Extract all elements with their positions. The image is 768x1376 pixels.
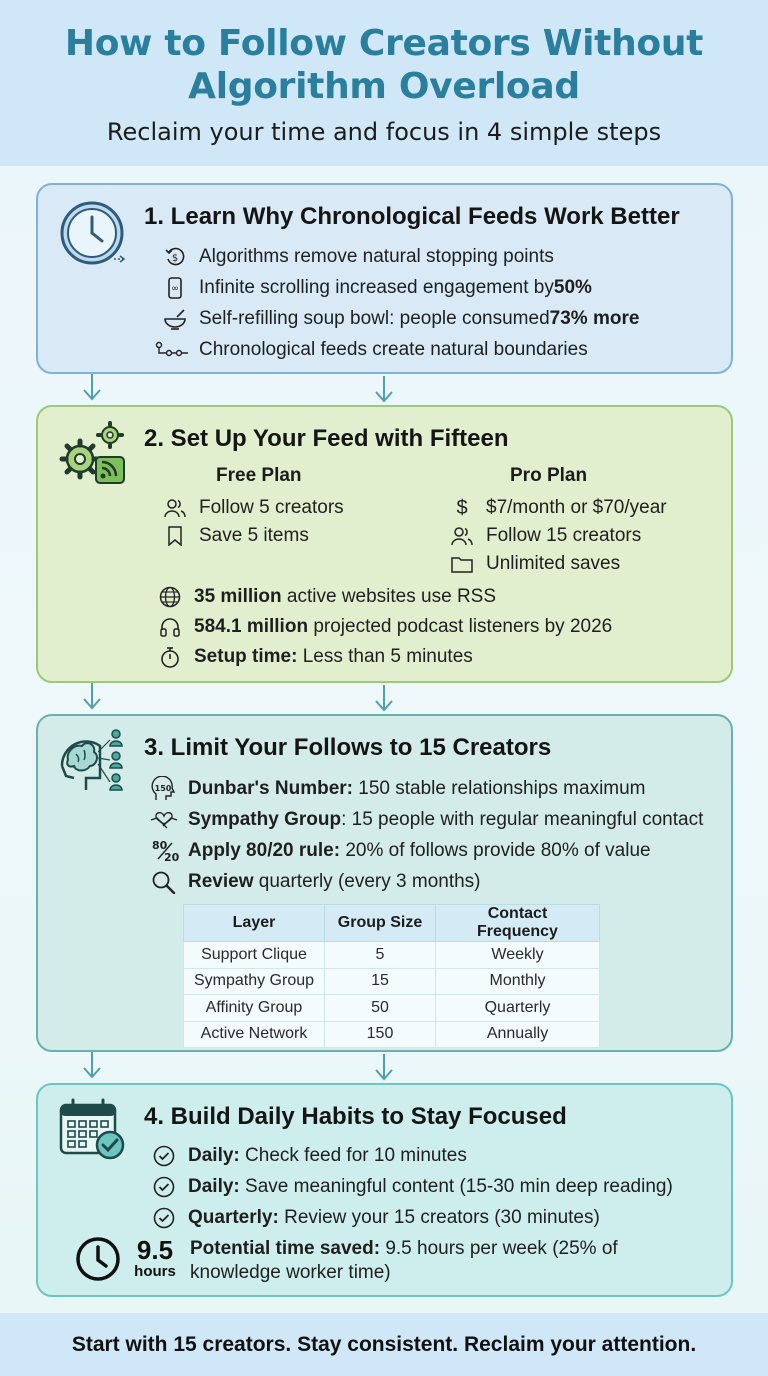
table-cell: Monthly: [436, 968, 600, 995]
step-3-item-highlight: Apply 80/20 rule:: [188, 840, 341, 861]
step-3-item-highlight: Review: [188, 871, 254, 892]
ratio-80-20-icon: [150, 839, 180, 863]
svg-text:$: $: [171, 253, 179, 264]
pro-plan-item-text: Unlimited saves: [486, 553, 621, 574]
headphones-icon: [158, 615, 182, 639]
free-plan-item-text: Save 5 items: [199, 525, 309, 546]
table-cell: Annually: [436, 1021, 600, 1048]
table-row: [184, 995, 600, 1022]
step-2-stat-highlight: 584.1 million: [194, 616, 309, 637]
title-line-1: How to Follow Creators Without: [64, 23, 704, 64]
step-4-item: [152, 1175, 673, 1199]
free-plan-item-text: Follow 5 creators: [199, 497, 344, 518]
step-4-item-text: Review your 15 creators (30 minutes): [278, 1207, 600, 1228]
pro-plan-title: Pro Plan: [510, 465, 588, 486]
step-2-stat-text: active websites use RSS: [281, 586, 497, 607]
soup-bowl-icon: [163, 307, 187, 331]
head-150-icon: [150, 777, 178, 801]
table-cell: Weekly: [436, 942, 600, 969]
svg-text:∞: ∞: [171, 284, 179, 294]
step-1-item-text: Self-refilling soup bowl: people consumed: [199, 308, 550, 329]
time-saved-line-1: 9.5 hours per week (25% of: [380, 1238, 618, 1259]
calendar-check-icon: [58, 1097, 128, 1161]
step-4-item-highlight: Daily:: [188, 1145, 240, 1166]
free-plan-item: [163, 496, 344, 520]
step-2-stat: [158, 585, 496, 609]
table-header-row: [184, 905, 600, 942]
step-1-item-highlight: 73% more: [549, 308, 640, 329]
users-icon: [163, 496, 187, 520]
stopwatch-icon: [158, 645, 182, 669]
table-row: [184, 968, 600, 995]
step-1-item-text: Chronological feeds create natural boundaries: [199, 339, 588, 360]
phone-infinity-icon: [163, 276, 187, 300]
time-saved-line-2: knowledge worker time): [190, 1262, 391, 1283]
table-header-layer: Layer: [184, 905, 325, 942]
pro-plan-item-text: Follow 15 creators: [486, 525, 642, 546]
dollar-icon: $: [456, 496, 468, 519]
step-1-item-text: Algorithms remove natural stopping points: [199, 246, 554, 267]
step-4-title: 4. Build Daily Habits to Stay Focused: [144, 1103, 567, 1130]
table-cell: Support Clique: [184, 942, 325, 969]
check-circle-icon: [152, 1206, 176, 1230]
timeline-icon: [155, 338, 189, 362]
page-title: [0, 0, 768, 108]
free-plan-item: [163, 524, 309, 548]
step-3-item-text: 20% of follows provide 80% of value: [340, 840, 651, 861]
step-3-item-highlight: Dunbar's Number:: [188, 778, 353, 799]
step-1-item-highlight: 50%: [553, 277, 592, 298]
step-1-title: 1. Learn Why Chronological Feeds Work Better: [144, 203, 680, 230]
step-3-item: [150, 777, 646, 801]
step-3-item: [150, 808, 703, 832]
table-cell: Active Network: [184, 1021, 325, 1048]
table-cell: 150: [325, 1021, 436, 1048]
step-3-item-text: quarterly (every 3 months): [253, 871, 481, 892]
check-circle-icon: [152, 1144, 176, 1168]
dunbar-layers-table: [183, 904, 600, 1048]
footer-text: Start with 15 creators. Stay consistent. Reclaim your attention.: [71, 1333, 697, 1356]
step-3-card: [36, 714, 733, 1052]
step-4-item-highlight: Quarterly:: [188, 1207, 279, 1228]
step-4-item-text: Check feed for 10 minutes: [239, 1145, 467, 1166]
step-1-item: [155, 338, 588, 362]
step-1-item: [163, 307, 639, 331]
title-line-2: Algorithm Overload: [188, 66, 580, 107]
ratio-80-text: 80: [152, 839, 168, 852]
header-banner: [0, 0, 768, 166]
magnifier-icon: [150, 870, 178, 894]
table-row: [184, 942, 600, 969]
folder-icon: [450, 552, 474, 576]
step-4-item: [152, 1144, 467, 1168]
users-icon: [450, 524, 474, 548]
clock-outline-icon: [74, 1235, 122, 1283]
step-3-title: 3. Limit Your Follows to 15 Creators: [144, 734, 552, 761]
step-1-card: [36, 183, 733, 374]
table-cell: 15: [325, 968, 436, 995]
page-subtitle: Reclaim your time and focus in 4 simple steps: [106, 118, 662, 146]
check-circle-icon: [152, 1175, 176, 1199]
table-cell: Affinity Group: [184, 995, 325, 1022]
step-4-item: [152, 1206, 600, 1230]
table-cell: 50: [325, 995, 436, 1022]
table-cell: Quarterly: [436, 995, 600, 1022]
step-2-card: [36, 405, 733, 683]
time-saved-unit: hours: [134, 1263, 176, 1280]
step-4-item-highlight: Daily:: [188, 1176, 240, 1197]
step-1-item: [163, 276, 592, 300]
step-3-item: [150, 870, 481, 894]
refresh-dollar-icon: [163, 245, 187, 269]
step-2-stat: [158, 645, 473, 669]
bookmark-icon: [163, 524, 187, 548]
step-2-stat-text: projected podcast listeners by 2026: [308, 616, 613, 637]
step-1-item-text: Infinite scrolling increased engagement by: [199, 277, 554, 298]
clock-icon: [58, 199, 130, 271]
step-3-item-highlight: Sympathy Group: [188, 809, 342, 830]
table-row: [184, 1021, 600, 1048]
step-1-item: [163, 245, 554, 269]
step-2-stat-highlight: 35 million: [194, 586, 282, 607]
step-3-item-text: : 15 people with regular meaningful contact: [341, 809, 704, 830]
time-saved-text: [190, 1237, 618, 1285]
pro-plan-item-text: $7/month or $70/year: [486, 497, 667, 518]
pro-plan-item: [450, 524, 641, 548]
time-saved-highlight: Potential time saved:: [190, 1238, 381, 1259]
table-header-group-size: Group Size: [325, 905, 436, 942]
handshake-heart-icon: [150, 808, 178, 832]
ratio-20-text: 20: [164, 851, 180, 863]
time-saved-number: 9.5: [136, 1235, 174, 1265]
brain-network-icon: [56, 726, 128, 796]
globe-icon: [158, 585, 182, 609]
pro-plan-item: [450, 496, 667, 520]
table-header-contact-frequency: Contact Frequency: [436, 905, 600, 942]
step-3-item-text: 150 stable relationships maximum: [352, 778, 646, 799]
step-2-stat-highlight: Setup time:: [194, 646, 298, 667]
table-cell: Sympathy Group: [184, 968, 325, 995]
step-2-title: 2. Set Up Your Feed with Fifteen: [144, 425, 509, 452]
step-2-stat: [158, 615, 612, 639]
table-cell: 5: [325, 942, 436, 969]
head-150-text: 150: [154, 784, 172, 793]
step-2-stat-text: Less than 5 minutes: [297, 646, 473, 667]
gears-rss-icon: [58, 421, 130, 487]
pro-plan-item: [450, 552, 620, 576]
step-4-item-text: Save meaningful content (15-30 min deep reading): [239, 1176, 673, 1197]
step-4-card: [36, 1083, 733, 1297]
free-plan-title: Free Plan: [216, 465, 302, 486]
footer-banner: [0, 1313, 768, 1376]
step-3-item: [150, 839, 651, 863]
